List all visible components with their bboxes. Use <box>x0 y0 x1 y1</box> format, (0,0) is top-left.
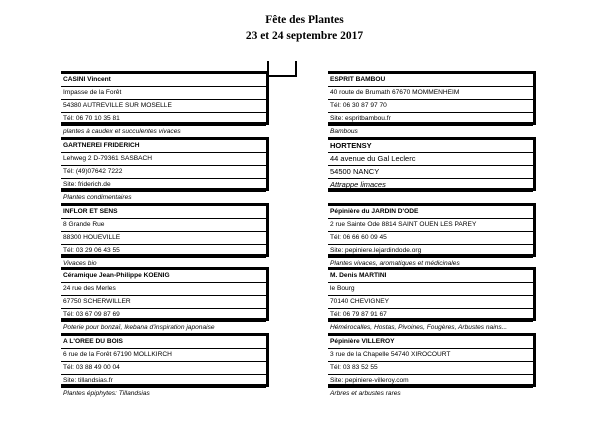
connector-bar <box>267 75 297 77</box>
exhibitor-name: INFLOR ET SENS <box>61 206 266 219</box>
exhibitor-phone: Tél: 03 67 09 87 69 <box>61 309 266 322</box>
exhibitor-specialty: plantes à caudex et succulentes vivaces <box>63 128 181 135</box>
exhibitor-address: le Bourg <box>328 283 533 296</box>
exhibitor-address: 2 rue Sainte Ode 8814 SAINT OUEN LES PAREY <box>328 219 533 232</box>
exhibitor-card <box>61 267 269 331</box>
exhibitor-city: 54500 NANCY <box>328 166 533 179</box>
exhibitor-card <box>328 203 536 267</box>
exhibitor-address: 8 Grande Rue <box>61 219 266 232</box>
exhibitor-phone: Tél: 06 30 87 97 70 <box>328 100 533 113</box>
exhibitor-specialty: Attrappe limaces <box>328 179 533 192</box>
exhibitor-address: 44 avenue du Gal Leclerc <box>328 153 533 166</box>
exhibitor-specialty: Poterie pour bonzaï, Ikebana d'inspiration japonaise <box>63 324 215 331</box>
exhibitor-phone: Tél: 06 79 87 91 67 <box>328 309 533 322</box>
exhibitor-specialty: Plantes condimentaires <box>63 194 132 201</box>
exhibitor-card <box>328 333 536 397</box>
exhibitor-card <box>328 71 536 135</box>
exhibitor-name: A L'OREE DU BOIS <box>61 336 266 349</box>
exhibitor-name: HORTENSY <box>328 140 533 153</box>
exhibitor-phone: Tél: 06 70 10 35 81 <box>61 113 266 126</box>
exhibitor-name: M. Denis MARTINI <box>328 270 533 283</box>
exhibitor-site: Site: pepiniere.lejardindode.org <box>328 245 533 258</box>
exhibitor-specialty: Vivaces bio <box>63 260 97 267</box>
exhibitor-site: Site: friderich.de <box>61 179 266 192</box>
exhibitor-phone: Tél: (49)07642 7222 <box>61 166 266 179</box>
exhibitor-city: 88300 HOUEVILLE <box>61 232 266 245</box>
exhibitor-specialty: Hémérocalles, Hostas, Pivoines, Fougères, Arbustes nains... <box>330 324 508 331</box>
exhibitor-card <box>328 137 536 191</box>
exhibitor-site: Site: espritbambou.fr <box>328 113 533 126</box>
exhibitor-name: Pépinière du JARDIN D'ODE <box>328 206 533 219</box>
exhibitor-specialty: Plantes vivaces, aromatiques et médicinales <box>330 260 460 267</box>
exhibitor-card <box>328 267 536 331</box>
exhibitor-city: 67750 SCHERWILLER <box>61 296 266 309</box>
exhibitor-site: Site: tillandsias.fr <box>61 375 266 388</box>
exhibitor-card <box>61 333 269 397</box>
exhibitor-city: 54380 AUTREVILLE SUR MOSELLE <box>61 100 266 113</box>
exhibitor-name: CASINI Vincent <box>61 74 266 87</box>
exhibitor-specialty: Arbres et arbustes rares <box>330 390 401 397</box>
exhibitor-name: ESPRIT BAMBOU <box>328 74 533 87</box>
exhibitor-name: Céramique Jean-Philippe KOENIG <box>61 270 266 283</box>
exhibitor-name: Pépinière VILLEROY <box>328 336 533 349</box>
exhibitor-card <box>61 71 269 135</box>
exhibitor-address: 40 route de Brumath 67670 MOMMENHEIM <box>328 87 533 100</box>
exhibitor-city: 70140 CHEVIGNEY <box>328 296 533 309</box>
exhibitor-phone: Tél: 03 88 49 00 04 <box>61 362 266 375</box>
page-title: Fête des Plantes <box>265 14 344 26</box>
exhibitor-address: Impasse de la Forêt <box>61 87 266 100</box>
exhibitor-phone: Tél: 06 66 60 09 45 <box>328 232 533 245</box>
exhibitor-site: Site: pepiniere-villeroy.com <box>328 375 533 388</box>
exhibitor-address: Lehweg 2 D-79361 SASBACH <box>61 153 266 166</box>
exhibitor-address: 6 rue de la Forêt 67190 MOLLKIRCH <box>61 349 266 362</box>
exhibitor-specialty: Plantes épiphytes: Tillandsias <box>63 390 150 397</box>
exhibitor-address: 3 rue de la Chapelle 54740 XIROCOURT <box>328 349 533 362</box>
exhibitor-card <box>61 137 269 201</box>
exhibitor-address: 24 rue des Merles <box>61 283 266 296</box>
exhibitor-phone: Tél: 03 83 52 55 <box>328 362 533 375</box>
exhibitor-specialty: Bambous <box>330 128 358 135</box>
exhibitor-name: GARTNEREI FRIDERICH <box>61 140 266 153</box>
connector-right <box>295 61 297 75</box>
exhibitor-card <box>61 203 269 267</box>
exhibitor-phone: Tél: 03 29 06 43 55 <box>61 245 266 258</box>
page-subtitle: 23 et 24 septembre 2017 <box>245 30 364 42</box>
